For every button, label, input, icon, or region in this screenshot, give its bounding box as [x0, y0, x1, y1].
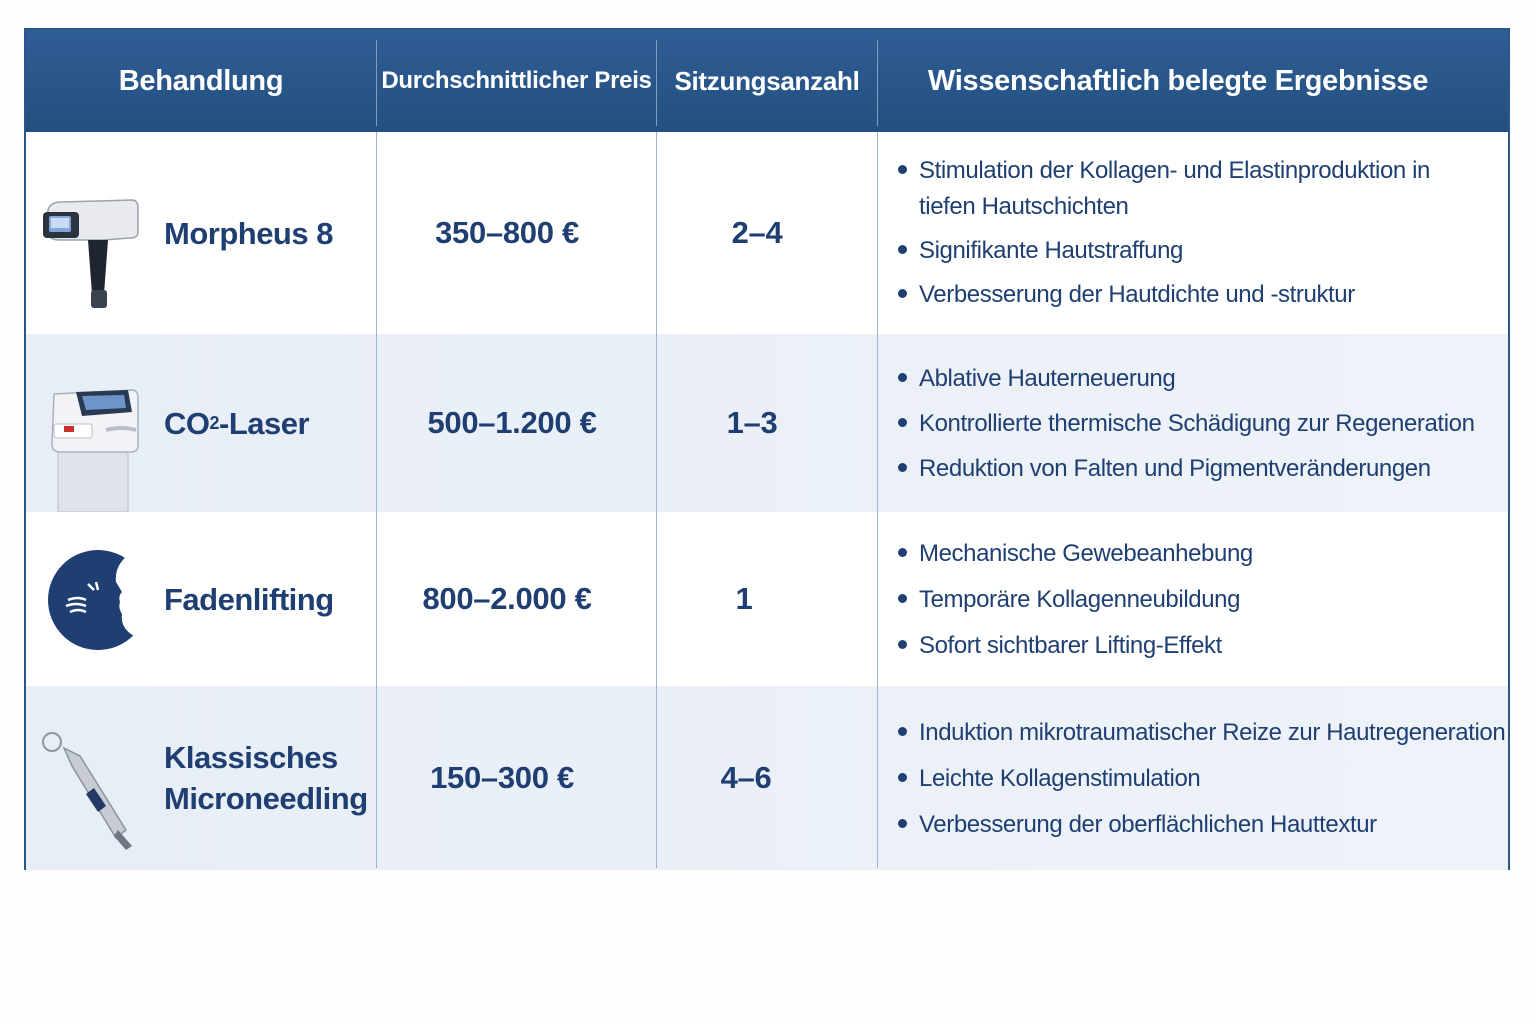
results-cell	[896, 132, 1496, 334]
result-item: Kontrollierte thermische Schädigung zur Regeneration	[896, 406, 1475, 441]
price-value: 150–300 €	[430, 760, 574, 795]
result-item: Stimulation der Kollagen- und Elastinproduktion in tiefen Hautschichten	[896, 153, 1449, 225]
treatment-name: Morpheus 8	[164, 215, 333, 251]
table-header	[26, 30, 1508, 132]
treatment-comparison-table	[24, 28, 1510, 870]
result-item: Verbesserung der oberflächlichen Hauttextur	[896, 807, 1505, 842]
sessions-value: 2–4	[731, 215, 783, 250]
result-item: Sofort sichtbarer Lifting-Effekt	[896, 628, 1253, 663]
results-cell	[896, 686, 1506, 870]
header-sessions: Sitzungsanzahl	[674, 65, 860, 96]
column-divider	[656, 132, 657, 868]
table-row	[26, 512, 1508, 686]
treatment-name: Klassisches Microneedling	[164, 740, 368, 816]
header-treatment: Behandlung	[118, 64, 284, 97]
sessions-value: 4–6	[720, 760, 772, 795]
table-row	[26, 686, 1508, 870]
results-list	[896, 153, 1449, 313]
results-cell	[896, 512, 1496, 686]
result-item: Mechanische Gewebeanhebung	[896, 536, 1253, 571]
price-value: 350–800 €	[435, 215, 579, 250]
price-value: 800–2.000 €	[422, 581, 592, 616]
column-divider	[877, 132, 878, 868]
column-divider	[376, 132, 377, 868]
result-item: Induktion mikrotraumatischer Reize zur Hautregeneration	[896, 715, 1505, 750]
price-value: 500–1.200 €	[427, 405, 597, 440]
rf-microneedling-device-icon	[40, 182, 140, 312]
header-price: Durchschnittlicher Preis	[381, 67, 652, 94]
table-row	[26, 334, 1508, 512]
co2-laser-machine-icon	[48, 386, 144, 512]
sessions-value: 1–3	[726, 405, 778, 440]
sessions-value: 1	[735, 581, 753, 616]
results-list	[896, 715, 1505, 842]
results-cell	[896, 334, 1506, 512]
result-item: Verbesserung der Hautdichte und -struktur	[896, 277, 1449, 313]
treatment-name: CO 2 -Laser	[164, 405, 310, 441]
result-item: Leichte Kollagenstimulation	[896, 761, 1505, 796]
face-profile-icon	[48, 544, 148, 656]
header-results: Wissenschaftlich belegte Ergebnisse	[927, 64, 1429, 97]
treatment-name: Fadenlifting	[164, 581, 334, 617]
result-item: Signifikante Hautstraffung	[896, 233, 1449, 269]
results-list	[896, 536, 1253, 663]
table-row	[26, 132, 1508, 334]
result-item: Temporäre Kollagenneubildung	[896, 582, 1253, 617]
results-list	[896, 361, 1475, 486]
microneedling-pen-icon	[40, 726, 140, 850]
result-item: Ablative Hauterneuerung	[896, 361, 1475, 396]
result-item: Reduktion von Falten und Pigmentveränderungen	[896, 451, 1475, 486]
